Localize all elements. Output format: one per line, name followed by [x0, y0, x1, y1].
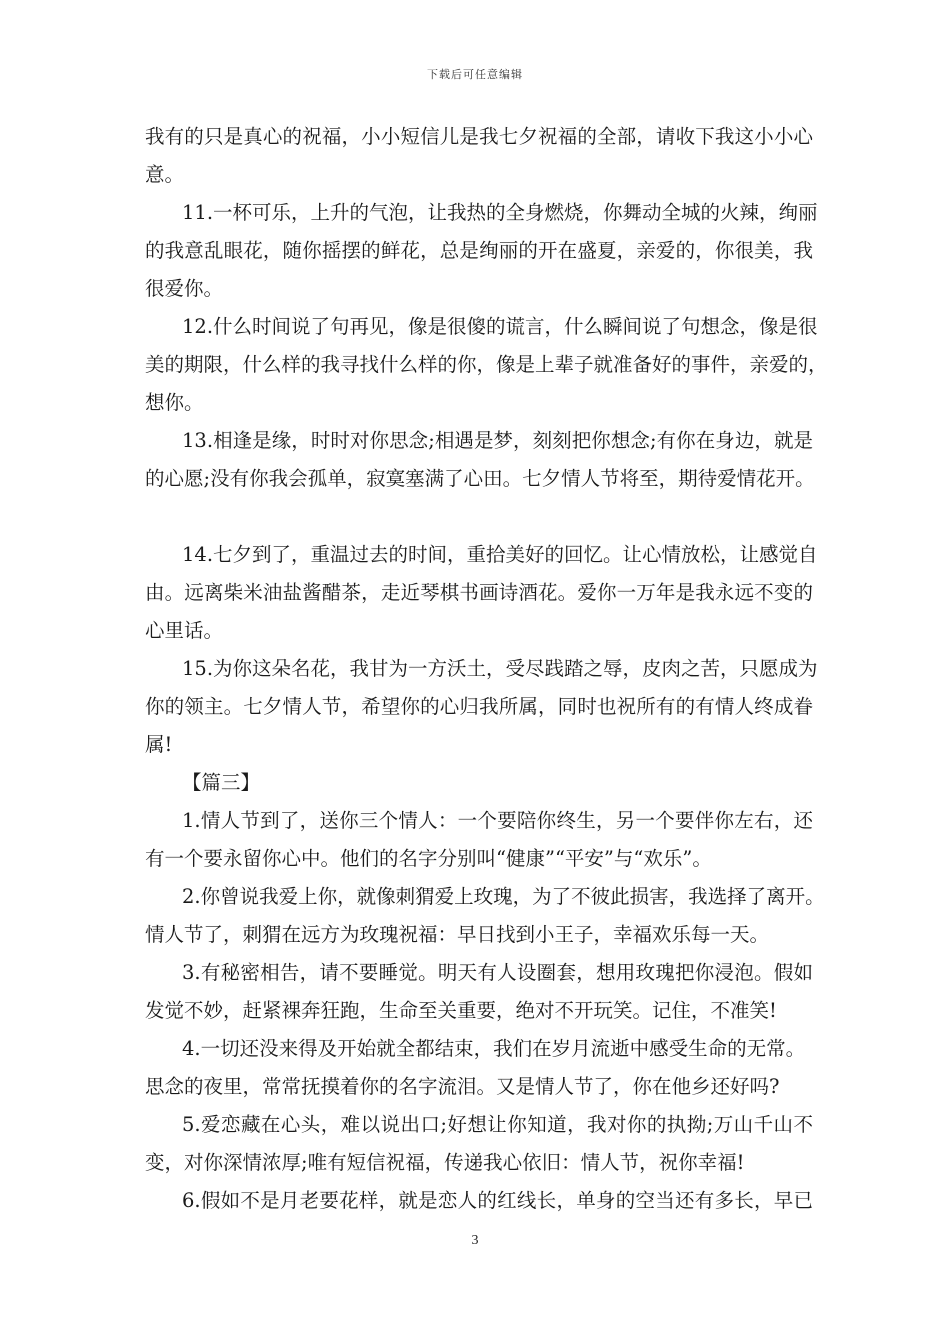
section-heading: 【篇三】 [182, 771, 261, 794]
paragraph-15-line: 15.为你这朵名花，我甘为一方沃土，受尽践踏之辱，皮肉之苦，只愿成为 [182, 657, 818, 680]
paragraph-6-line: 6.假如不是月老要花样，就是恋人的红线长，单身的空当还有多长，早已 [182, 1189, 813, 1212]
text-line: 有一个要永留你心中。他们的名字分别叫“健康”“平安”与“欢乐”。 [145, 847, 712, 870]
text-line: 属! [145, 733, 173, 756]
paragraph-2-line: 2.你曾说我爱上你，就像刺猬爱上玫瑰，为了不彼此损害，我选择了离开。 [182, 885, 825, 908]
text-line: 变，对你深情浓厚;唯有短信祝福，传递我心依旧：情人节，祝你幸福! [145, 1151, 745, 1174]
text-line: 由。远离柴米油盐酱醋茶，走近琴棋书画诗酒花。爱你一万年是我永远不变的 [145, 581, 813, 604]
text-line: 很爱你。 [145, 277, 224, 300]
paragraph-5-line: 5.爱恋藏在心头，难以说出口;好想让你知道，我对你的执拗;万山千山不 [182, 1113, 813, 1136]
text-line: 思念的夜里，常常抚摸着你的名字流泪。又是情人节了，你在他乡还好吗? [145, 1075, 780, 1098]
text-line: 情人节了，刺猬在远方为玫瑰祝福：早日找到小王子，幸福欢乐每一天。 [145, 923, 770, 946]
paragraph-12-line: 12.什么时间说了句再见，像是很傻的谎言，什么瞬间说了句想念，像是很 [182, 315, 818, 338]
paragraph-13-line: 13.相逢是缘，时时对你思念;相遇是梦，刻刻把你想念;有你在身边，就是 [182, 429, 813, 452]
text-line: 的我意乱眼花，随你摇摆的鲜花，总是绚丽的开在盛夏，亲爱的，你很美，我 [145, 239, 813, 262]
paragraph-3-line: 3.有秘密相告，请不要睡觉。明天有人设圈套，想用玫瑰把你浸泡。假如 [182, 961, 813, 984]
text-line: 想你。 [145, 391, 204, 414]
page-header: 下载后可任意编辑 [427, 68, 523, 81]
paragraph-1-line: 1.情人节到了，送你三个情人：一个要陪你终生，另一个要伴你左右，还 [182, 809, 813, 832]
text-line: 的心愿;没有你我会孤单，寂寞塞满了心田。七夕情人节将至，期待爱情花开。 [145, 467, 815, 490]
blank-line [145, 498, 813, 536]
text-line: 美的期限，什么样的我寻找什么样的你，像是上辈子就准备好的事件，亲爱的， [145, 353, 828, 376]
text-line: 你的领主。七夕情人节，希望你的心归我所属，同时也祝所有的有情人终成眷 [145, 695, 813, 718]
paragraph-11-line: 11.一杯可乐，上升的气泡，让我热的全身燃烧，你舞动全城的火辣，绚丽 [182, 201, 818, 224]
page-number: 3 [471, 1233, 479, 1248]
paragraph-14-line: 14.七夕到了，重温过去的时间，重拾美好的回忆。让心情放松，让感觉自 [182, 543, 818, 566]
document-body [145, 118, 828, 1220]
text-line: 发觉不妙，赶紧裸奔狂跑，生命至关重要，绝对不开玩笑。记住，不准笑! [145, 999, 777, 1022]
paragraph-4-line: 4.一切还没来得及开始就全都结束，我们在岁月流逝中感受生命的无常。 [182, 1037, 806, 1060]
text-line: 意。 [145, 163, 185, 186]
text-line: 心里话。 [145, 619, 224, 642]
text-line: 我有的只是真心的祝福，小小短信儿是我七夕祝福的全部，请收下我这小小心 [145, 125, 813, 148]
